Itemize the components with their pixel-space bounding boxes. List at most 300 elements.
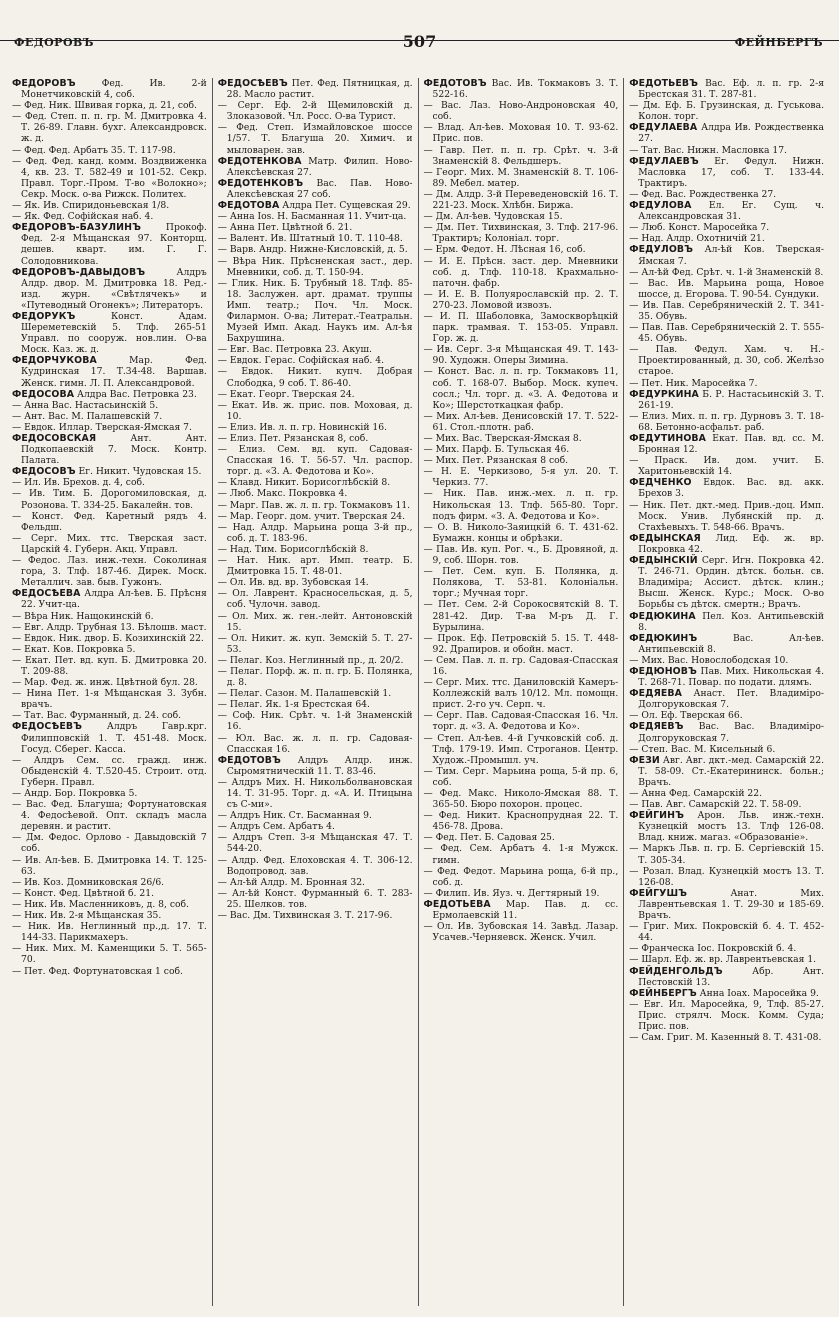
entry-text: — Ал-ѣй Алдр. М. Бронная 32. (217, 876, 365, 888)
entry-text: — Ив. Пав. Серебряническій 2. Т. 341-35. Обувь. (629, 299, 824, 322)
directory-entry (629, 78, 824, 100)
directory-entry (12, 644, 207, 655)
entry-text: Авг. Авг. дкт.-мед. Самарскій 22. Т. 58-09. Ст.-Екатерининск. больн.; Врачъ. (638, 754, 824, 788)
directory-entry (218, 100, 413, 122)
entry-text: Мар. Пав. д. сс. Ермолаевскій 11. (432, 898, 619, 922)
entry-text: — Валент. Ив. Штатный 10. Т. 110-48. (217, 233, 403, 245)
entry-text: — Ол. Ив. Зубовская 14. Завѣд. Лазар. Усачев.-Черняевск. Женск. Учил. (423, 921, 619, 944)
directory-entry (12, 855, 207, 877)
directory-entry (424, 522, 619, 544)
entry-text: — Н. Е. Черкизово, 5-я ул. 20. Т. Черкиз. 77. (423, 466, 619, 489)
entry-text: — Марг. Пав. ж. л. п. гр. Токмаковъ 11. (217, 499, 411, 511)
directory-entry (12, 832, 207, 854)
entry-text: — Серг. Еф. 2-й Щемиловскій д. Злоказовой. Чл. Росс. О-ва Турист. (217, 100, 413, 123)
entry-text: Ал-ѣй Ков. Тверская-Ямская 7. (638, 244, 824, 267)
entry-text: Ег. Федул. Нижн. Масловка 17, соб. Т. 133-44. Трактиръ. (638, 155, 824, 189)
entry-text: Мар. Фед. Кудринская 17. Т.34-48. Варшав. Женск. гимн. Л. П. Александровой. (21, 355, 207, 389)
entry-text: — Над. Тим. Борисоглѣбскій 8. (217, 543, 369, 555)
surname-heading: ФЕДУЛАЕВЪ (629, 155, 699, 167)
entry-text: Вас. Вас. Владиміро-Долгоруковская 7. (638, 721, 824, 744)
directory-entry (12, 511, 207, 533)
directory-entry (12, 655, 207, 677)
entry-text: — Степ. Вас. М. Кисельный 6. (629, 743, 776, 755)
surname-heading: ФЕДОТОВА (217, 200, 280, 212)
directory-entry (12, 888, 207, 899)
entry-text: — Ил. Ив. Брехов. д. 4, соб. (12, 477, 145, 489)
directory-entry (424, 899, 619, 921)
directory-entry (218, 389, 413, 400)
surname-heading: ФЕДОРОВЪ (12, 78, 76, 89)
entry-text: — Як. Ив. Спиридоньевская 1/8. (12, 200, 170, 212)
entry-text: Анат. Мих. Лаврентьевская 1. Т. 29-30 и 185-69. Врачъ. (638, 887, 824, 922)
entry-text: — Филип. Ив. Яуз. ч. Дегтярный 19. (423, 887, 600, 899)
entry-text: — Анна Вас. Настасьинскій 5. (12, 399, 159, 411)
surname-heading: ФЕДОСѢЕВЪ (217, 78, 288, 89)
directory-entry (629, 954, 824, 965)
entry-text: — Конст. Вас. л. п. гр. Токмаковъ 11, соб. Т. 168-07. Выбор. Моск. купеч. сосл.; Чл. торг. д. «З. А. Федотова и Ко»; Шерстоткацкая фабр. (423, 366, 619, 411)
entry-text: — Нат. Ник. арт. Имп. театр. Б. Дмитровка 15. Т. 48-01. (217, 555, 413, 578)
directory-entry (12, 899, 207, 910)
entry-text: — Фед. Сем. Арбатъ 4. 1-я Мужск. гимн. (423, 843, 619, 866)
surname-heading: ФЕДУЛОВЪ (629, 244, 694, 256)
entry-text: Алдра Пет. Сущевская 29. (279, 200, 411, 212)
directory-entry (218, 855, 413, 877)
surname-heading: ФЕЙГИНЪ (629, 810, 684, 822)
directory-entry (424, 211, 619, 222)
entry-text: — И. Е. Прѣсн. заст. дер. Мневники соб. д. Тлф. 110-18. Крахмально-паточн. фабр. (423, 255, 619, 289)
entry-text: — Алдр. Фед. Елоховская 4. Т. 306-12. Водопровод. зав. (217, 854, 413, 877)
directory-entry (218, 588, 413, 610)
column-3 (418, 78, 624, 1306)
entry-text: — Пелаг. Коз. Неглинный пр., д. 20/2. (217, 654, 404, 666)
entry-text: — Ник. Ив. Неглинный пр.,д. 17. Т. 144-33. Парикмахеръ. (12, 921, 207, 944)
entry-text: — Ал-ѣй Конст. Фурманный 6. Т. 283-25. Шелков. тов. (217, 887, 413, 910)
surname-heading: ФЕДОСОВСКАЯ (12, 433, 97, 444)
entry-text: Ег. Никит. Чудовская 15. (75, 466, 202, 478)
directory-entry (629, 721, 824, 743)
entry-text: — Мих. Ал-ѣев. Денисовскій 17. Т. 522-61. Стол.-плотн. раб. (423, 410, 619, 433)
entry-text: — Юл. Вас. ж. л. п. гр. Садовая-Спасская 16. (217, 732, 413, 755)
entry-text: — Варв. Андр. Нижне-Кисловскій, д. 5. (217, 244, 408, 256)
directory-entry (629, 655, 824, 666)
entry-text: — Мар. Фед. ж. инж. Цвѣтной бул. 28. (12, 677, 198, 689)
directory-entry (12, 200, 207, 211)
directory-entry (12, 145, 207, 156)
entry-text: — Ал-ѣй Фед. Срѣт. ч. 1-й Знаменскій 8. (629, 266, 824, 278)
surname-heading: ФЕДОРУКЪ (12, 310, 76, 322)
directory-entry (424, 167, 619, 189)
entry-text: — Екат. Пет. вд. куп. Б. Дмитровка 20. Т. 209-88. (12, 654, 207, 677)
entry-text: Б. Р. Настасьинскій 3. Т. 261-19. (638, 388, 824, 411)
directory-entry (424, 145, 619, 167)
entry-text: — Тат. Вас. Нижн. Масловка 17. (629, 144, 787, 156)
entry-text: Арон. Льв. инж.-техн. Кузнецкій мостъ 13. Тлф 126-08. Влад. книж. магаз. «Образованіе». (638, 810, 824, 844)
directory-entry (424, 655, 619, 677)
entry-text: — Фед. Никит. Краснопрудная 22. Т. 456-78. Дрова. (423, 810, 619, 833)
directory-entry (629, 633, 824, 655)
directory-entry (12, 477, 207, 488)
directory-entry (218, 156, 413, 178)
entry-text: — Фед. Ник. Швивая горка, д. 21, соб. (12, 100, 197, 112)
entry-text: — Мар. Георг. дом. учит. Тверская 24. (217, 510, 406, 522)
directory-entry (12, 966, 207, 977)
directory-entry (629, 866, 824, 888)
entry-text: — Нина Пет. 1-я Мѣщанская 3. Зубн. врачъ. (12, 688, 207, 711)
entry-text: Фед. Ив. 2-й Монетчиковскій 4, соб. (21, 78, 207, 101)
directory-entry (218, 233, 413, 244)
entry-text: — И. Е. В. Полуярославскій пр. 2. Т. 270-23. Ломовой извозъ. (423, 288, 619, 311)
directory-entry (218, 555, 413, 577)
entry-text: — Фед. Фед. Арбатъ 35. Т. 117-98. (12, 144, 176, 156)
surname-heading: ФЕДУТИНОВА (629, 433, 706, 444)
running-head-right: ФЕЙНБЕРГЪ (734, 36, 823, 49)
entry-text: — Мих. Пет. Рязанская 8 соб. (423, 455, 569, 467)
directory-entry (629, 244, 824, 266)
directory-entry (424, 311, 619, 344)
entry-text: — Дм. Ал-ѣев. Чудовская 15. (423, 211, 563, 223)
surname-heading: ФЕДОСѢЕВА (12, 588, 81, 600)
directory-entry (424, 122, 619, 144)
directory-entry (12, 877, 207, 888)
directory-entry (12, 788, 207, 799)
directory-entry (218, 355, 413, 366)
entry-text: Алдра Ив. Рождественка 27. (638, 122, 824, 145)
directory-entry (12, 943, 207, 965)
entry-text: — Франческа Іос. Покровскій б. 4. (629, 943, 797, 955)
directory-entry (629, 688, 824, 710)
directory-entry (424, 599, 619, 632)
directory-entry (629, 300, 824, 322)
surname-heading: ФЕДЫНСКІЙ (629, 555, 698, 567)
entry-text: — Алдръ Степ. 3-я Мѣщанская 47. Т. 544-20. (217, 832, 413, 855)
entry-text: — Ерм. Федот. Н. Лѣсная 16, соб. (423, 244, 586, 256)
entry-text: — Дм. Федос. Орлово - Давыдовскій 7 соб. (12, 832, 207, 855)
directory-entry (218, 78, 413, 100)
entry-text: — Пет. Сем. куп. Б. Полянка, д. Полякова, Т. 53-81. Колоніальн. торг.; Мучная торг. (423, 566, 619, 600)
directory-entry (12, 799, 207, 832)
directory-entry (218, 688, 413, 699)
entry-text: — Над. Алдр. Охотничій 21. (629, 233, 765, 245)
entry-text: — Екат. Ков. Покровка 5. (12, 643, 136, 655)
directory-entry (424, 189, 619, 211)
entry-text: — Алдръ Сем. Арбатъ 4. (217, 821, 335, 833)
directory-entry (629, 156, 824, 189)
entry-text: Пел. Коз. Антипьевскій 8. (638, 610, 824, 633)
entry-text: — Дм. Алдр. 3-й Переведеновскій 16. Т. 221-23. Моск. Хлѣбн. Биржа. (423, 188, 619, 212)
entry-text: — Ник. Пет. дкт.-мед. Прив.-доц. Имп. Моск. Унив. Лубянскій пр. д. Стахѣевыхъ. Т. 548-66. Врачъ. (629, 499, 824, 533)
entry-text: — Соф. Ник. Срѣт. ч. 1-й Знаменскій 16. (217, 710, 413, 733)
directory-entry (218, 710, 413, 732)
directory-entry (424, 866, 619, 888)
entry-text: — Алдръ Сем. сс. гражд. инж. Обыденскій 4. Т.520-45. Строит. отд. Губерн. Правл. (12, 754, 207, 788)
entry-text: — Ник. Мих. М. Каменщики 5. Т. 565-70. (12, 943, 207, 966)
entry-text: Абр. Ант. Пестовскій 13. (638, 965, 824, 988)
entry-text: — Степ. Ал-ѣев. 4-й Гучковскій соб. д. Тлф. 179-19. Имп. Строганов. Центр. Худож.-Промышл. уч. (423, 732, 619, 766)
entry-text: Прокоф. Фед. 2-я Мѣщанская 97. Конторщ. дешев. кварт. им. Г. Г. Солодовникова. (21, 222, 207, 267)
entry-text: Анаст. Пет. Владиміро-Долгоруковская 7. (638, 688, 824, 711)
surname-heading: ФЕЗИ (629, 754, 660, 766)
directory-entry (629, 200, 824, 222)
entry-text: — Праск. Ив. дом. учит. Б. Харитоньевскій 14. (629, 455, 824, 478)
directory-entry (629, 278, 824, 300)
directory-entry (12, 588, 207, 610)
directory-entry (629, 1032, 824, 1043)
entry-text: — Ив. Ал-ѣев. Б. Дмитровка 14. Т. 125-63. (12, 854, 207, 877)
column-1 (10, 78, 212, 1306)
directory-entry (12, 755, 207, 788)
directory-entry (218, 832, 413, 854)
surname-heading: ФЕЙНБЕРГЪ (629, 987, 697, 999)
directory-entry (629, 267, 824, 278)
directory-entry (629, 477, 824, 499)
surname-heading: ФЕДЮКИНА (629, 610, 696, 622)
entry-text: Конст. Адам. Шереметевскій 5. Тлф. 265-51 Управл. по сооруж. нов.лин. О-ва Моск. Каз. ж. д. (21, 310, 207, 356)
entry-text: — Елиз. Пет. Рязанская 8, соб. (217, 433, 369, 444)
directory-entry (629, 189, 824, 200)
directory-entry (424, 710, 619, 732)
directory-entry (629, 533, 824, 555)
directory-entry (629, 744, 824, 755)
entry-text: — Дм. Пет. Тихвинская, 3. Тлф. 217-96. Трактиръ; Колоніал. торг. (423, 222, 619, 245)
directory-entry (218, 200, 413, 211)
directory-entry (424, 244, 619, 255)
directory-entry (218, 888, 413, 910)
entry-text: — Ник. Ив. 2-я Мѣщанская 35. (12, 910, 162, 922)
directory-entry (629, 411, 824, 433)
directory-entry (218, 655, 413, 666)
directory-entry (12, 222, 207, 266)
entry-text: — Елиз. Ив. л. п. гр. Новинскій 16. (217, 421, 388, 433)
directory-entry (218, 344, 413, 355)
directory-entry (218, 821, 413, 832)
entry-text: — Алдръ Мих. Н. Никольболвановская 14. Т. 31-95. Торг. д. «А. И. Птицына съ С-ми». (217, 776, 413, 811)
surname-heading: ФЕДОРОВЪ-БАЗУЛИНЪ (12, 222, 141, 234)
entry-text: Алдръ Алдр. двор. М. Дмитровка 18. Ред.-изд. журн. «Свѣтлячекъ» и «Путеводный Огонекъ»; Литераторъ. (21, 266, 207, 311)
directory-entry (424, 488, 619, 521)
entry-text: — Пав. Авг. Самарскій 22. Т. 58-09. (629, 799, 802, 811)
column-4 (623, 78, 829, 1306)
entry-text: — Ол. Еф. Тверская 66. (629, 710, 743, 722)
entry-text: — Люб. Конст. Маросейка 7. (629, 222, 770, 234)
entry-text: — Евг. Вас. Петровка 23. Акуш. (217, 344, 372, 356)
entry-text: Екат. Пав. вд. сс. М. Бронная 12. (638, 433, 824, 456)
directory-entry (218, 244, 413, 255)
directory-entry (12, 433, 207, 466)
surname-heading: ФЕДЯЕВА (629, 688, 683, 700)
directory-entry (218, 699, 413, 710)
surname-heading: ФЕДОТОВЪ (217, 754, 281, 766)
directory-entry (12, 100, 207, 111)
entry-text: — Вѣра Ник. Прѣсненская заст., дер. Мневники, соб. д. Т. 150-94. (217, 255, 413, 278)
directory-entry (424, 766, 619, 788)
entry-text: Алдра Вас. Петровка 23. (74, 388, 197, 400)
entry-text: Лид. Еф. ж. вр. Покровка 42. (638, 532, 824, 555)
entry-text: Вас. Еф. л. п. гр. 2-я Брестская 31. Т. 287-81. (638, 78, 824, 101)
entry-text: — Сем. Пав. л. п. гр. Садовая-Спасская 16. (423, 654, 619, 677)
entry-text: — Фед. Федот. Марьина роща, 6-й пр., соб. д. (423, 865, 619, 888)
directory-entry (12, 633, 207, 644)
directory-entry (218, 366, 413, 388)
entry-text: — Пелаг. Сазон. М. Палашевскій 1. (217, 688, 392, 700)
directory-entry (218, 666, 413, 688)
entry-text: — Вас. Дм. Тихвинская 3. Т. 217-96. (217, 910, 393, 922)
entry-text: — Дм. Еф. Б. Грузинская, д. Гуськова. Колон. торг. (629, 100, 824, 123)
directory-entry (12, 389, 207, 400)
entry-text: — Пелаг. Як. 1-я Брестская 64. (217, 699, 370, 711)
directory-entry (424, 544, 619, 566)
entry-text: — Евдок. Никит. купч. Добрая Слободка, 9 соб. Т. 86-40. (217, 366, 413, 389)
running-head-left: ФЕДОРОВЪ (14, 36, 94, 49)
entry-text: Алдръ Гавр.крг. Филипповскій 1. Т. 451-48. Моск. Госуд. Сберег. Касса. (21, 721, 207, 755)
entry-text: — Евдок. Иллар. Тверская-Ямская 7. (12, 421, 192, 433)
entry-text: — Серг. Мих. ттс. Даниловскій Камеръ-Коллежскій валъ 10/12. Мл. помощн. прист. 2-го уч. Серп. ч. (423, 677, 619, 711)
entry-text: — Андр. Бор. Покровка 5. (12, 788, 138, 799)
directory-entry (12, 533, 207, 555)
surname-heading: ФЕДОРЧУКОВА (12, 355, 97, 367)
surname-heading: ФЕДЮНОВЪ (629, 665, 697, 677)
page-number: 507 (402, 32, 437, 51)
directory-entry (12, 211, 207, 222)
directory-entry (218, 877, 413, 888)
directory-entry (424, 366, 619, 410)
directory-entry (12, 411, 207, 422)
directory-entry (629, 611, 824, 633)
entry-text: — Ол. Никит. ж. куп. Земскій 5. Т. 27-53. (217, 632, 413, 655)
entry-text: — Анна Пет. Цвѣтной б. 21. (217, 222, 353, 234)
directory-entry (218, 777, 413, 810)
directory-entry (12, 78, 207, 100)
directory-entry (12, 910, 207, 921)
directory-entry (218, 211, 413, 222)
directory-entry (424, 100, 619, 122)
entry-text: — Мих. Вас. Новослободская 10. (629, 654, 789, 666)
directory-entry (629, 966, 824, 988)
directory-entry (12, 422, 207, 433)
directory-entry (629, 888, 824, 921)
directory-entry (218, 611, 413, 633)
entry-text: — Елиз. Сем. вд. куп. Садовая-Спасская 16. Т. 56-57. Чл. распор. торг. д. «З. А. Федотова и Ко». (217, 444, 413, 478)
directory-entry (629, 999, 824, 1032)
entry-text: Вас. Пав. Ново-Алексѣевская 27 соб. (226, 177, 413, 200)
directory-entry (218, 544, 413, 555)
directory-entry (629, 666, 824, 688)
entry-text: — Ол. Ив. вд. вр. Зубовская 14. (217, 577, 369, 589)
directory-entry (424, 289, 619, 311)
directory-entry (629, 122, 824, 144)
header-rule (0, 40, 839, 41)
directory-entry (424, 921, 619, 943)
directory-entry (629, 921, 824, 943)
directory-entry (629, 344, 824, 377)
directory-entry (218, 511, 413, 522)
directory-entry (424, 455, 619, 466)
directory-entry (218, 256, 413, 278)
surname-heading: ФЕДУРКИНА (629, 388, 699, 400)
entry-text: — Федос. Лаз. инж.-техн. Соколиная гора, 3. Тлф. 187-46. Дирек. Моск. Металлич. зав. быв. Гужонъ. (12, 555, 207, 589)
directory-entry (218, 488, 413, 499)
entry-text: — Конст. Фед. Каретный рядъ 4. Фельдш. (12, 510, 207, 533)
entry-text: — Влад. Ал-ѣев. Моховая 10. Т. 93-62. Прис. пов. (423, 122, 619, 145)
surname-heading: ФЕДУЛАЕВА (629, 122, 698, 134)
entry-text: Пав. Мих. Никольская 4. Т. 268-71. Повар. по подати. длямъ. (638, 665, 824, 689)
directory-entry (629, 378, 824, 389)
entry-text: — Маркъ Льв. п. гр. Б. Сергіевскій 15. Т. 305-34. (629, 843, 824, 866)
entry-text: — Пет. Сем. 2-й Сорокосвятскій 8. Т. 281-42. Дир. Т-ва М-ръ Д. Г. Бурылина. (423, 599, 619, 633)
directory-entry (424, 411, 619, 433)
directory-entry (424, 733, 619, 766)
entry-text: Евдок. Вас. вд. акк. Брехов 3. (638, 477, 824, 500)
entry-text: — Пелаг. Порф. ж. п. п. гр. Б. Полянка, д. 8. (217, 665, 413, 689)
directory-entry (218, 278, 413, 345)
entry-text: — Клавд. Никит. Борисоглѣбскій 8. (217, 477, 391, 489)
entry-text: — Сам. Григ. М. Казенный 8. Т. 431-08. (629, 1032, 822, 1044)
entry-text: — Екат. Георг. Тверская 24. (217, 388, 355, 400)
directory-entry (12, 611, 207, 622)
directory-entry (629, 389, 824, 411)
entry-text: — Алдръ Ник. Ст. Басманная 9. (217, 810, 372, 822)
directory-entry (218, 733, 413, 755)
entry-text: — Пав. Пав. Серебряническій 2. Т. 555-45. Обувь. (629, 322, 824, 345)
entry-text: — Ол. Мих. ж. ген.-лейт. Антоновскій 15. (217, 610, 413, 633)
entry-text: — Пав. Ив. куп. Рог. ч., Б. Дровяной, д. 9, соб. Шорн. тов. (423, 543, 619, 567)
directory-entry (218, 755, 413, 777)
directory-entry (12, 466, 207, 477)
entry-text: Матр. Филип. Ново-Алексѣевская 27. (226, 155, 413, 178)
directory-entry (424, 888, 619, 899)
entry-text: — Серг. Мих. ттс. Тверская заст. Царскій 4. Губерн. Акц. Управл. (12, 532, 207, 555)
surname-heading: ФЕДЧЕНКО (629, 477, 692, 489)
entry-text: — Евг. Алдр. Трубная 13. Бѣлошв. маст. (12, 621, 207, 633)
directory-entry (424, 810, 619, 832)
directory-entry (12, 267, 207, 311)
directory-entry (12, 555, 207, 588)
directory-entry (12, 921, 207, 943)
entry-text: — Анна Ios. Н. Басманная 11. Учит-ца. (217, 211, 407, 223)
directory-entry (424, 677, 619, 710)
surname-heading: ФЕДОТЬЕВА (423, 898, 491, 910)
entry-text: — Фед. Макс. Николо-Ямская 88. Т. 365-50. Бюро похорон. процес. (423, 788, 619, 811)
directory-entry (12, 400, 207, 411)
entry-text: Пет. Фед. Пятницкая, д. 28. Масло растит. (226, 78, 413, 101)
entry-text: — Ант. Вас. М. Палашевскій 7. (12, 410, 163, 422)
directory-entry (424, 788, 619, 810)
entry-text: — Шарл. Еф. ж. вр. Лаврентьевская 1. (629, 954, 817, 966)
entry-text: — Пет. Ник. Маросейка 7. (629, 377, 758, 389)
surname-heading: ФЕДЮКИНЪ (629, 632, 698, 644)
entry-text: — Тат. Вас. Фурманный, д. 24. соб. (12, 710, 182, 722)
directory-entry (12, 488, 207, 510)
entry-text: — Пет. Фед. Фортунатовская 1 соб. (12, 965, 183, 977)
directory-entry (424, 566, 619, 599)
directory-entry (424, 843, 619, 865)
directory-entry (218, 810, 413, 821)
entry-text: Ант. Ант. Подкопаевскій 7. Моск. Контр. Палата. (21, 433, 207, 467)
entry-text: — Конст. Фед. Цвѣтной б. 21. (12, 887, 154, 899)
entry-text: — Ив. Серг. 3-я Мѣщанская 49. Т. 143-90. Художн. Оперы Зимина. (423, 344, 619, 367)
surname-heading: ФЕДЫНСКАЯ (629, 532, 701, 544)
entry-text: — Люб. Макс. Покровка 4. (217, 488, 348, 500)
directory-entry (424, 222, 619, 244)
directory-entry (218, 222, 413, 233)
entry-text: — Евдок. Ник. двор. Б. Козихинскій 22. (12, 632, 204, 644)
entry-text: — Фед. Степ. п. п. гр. М. Дмитровка 4. Т. 26-89. Главн. бухг. Александровск. ж. д. (12, 111, 207, 145)
entry-text: Вас. Ив. Токмаковъ 3. Т. 522-16. (432, 78, 619, 101)
directory-entry (629, 145, 824, 156)
entry-text: — Фед. Пет. Б. Садовая 25. (423, 832, 555, 844)
entry-text: — Мих. Вас. Тверская-Ямская 8. (423, 433, 582, 444)
directory-entry (629, 433, 824, 455)
entry-text: — Ник. Ив. Масленниковъ, д. 8, соб. (12, 898, 189, 910)
